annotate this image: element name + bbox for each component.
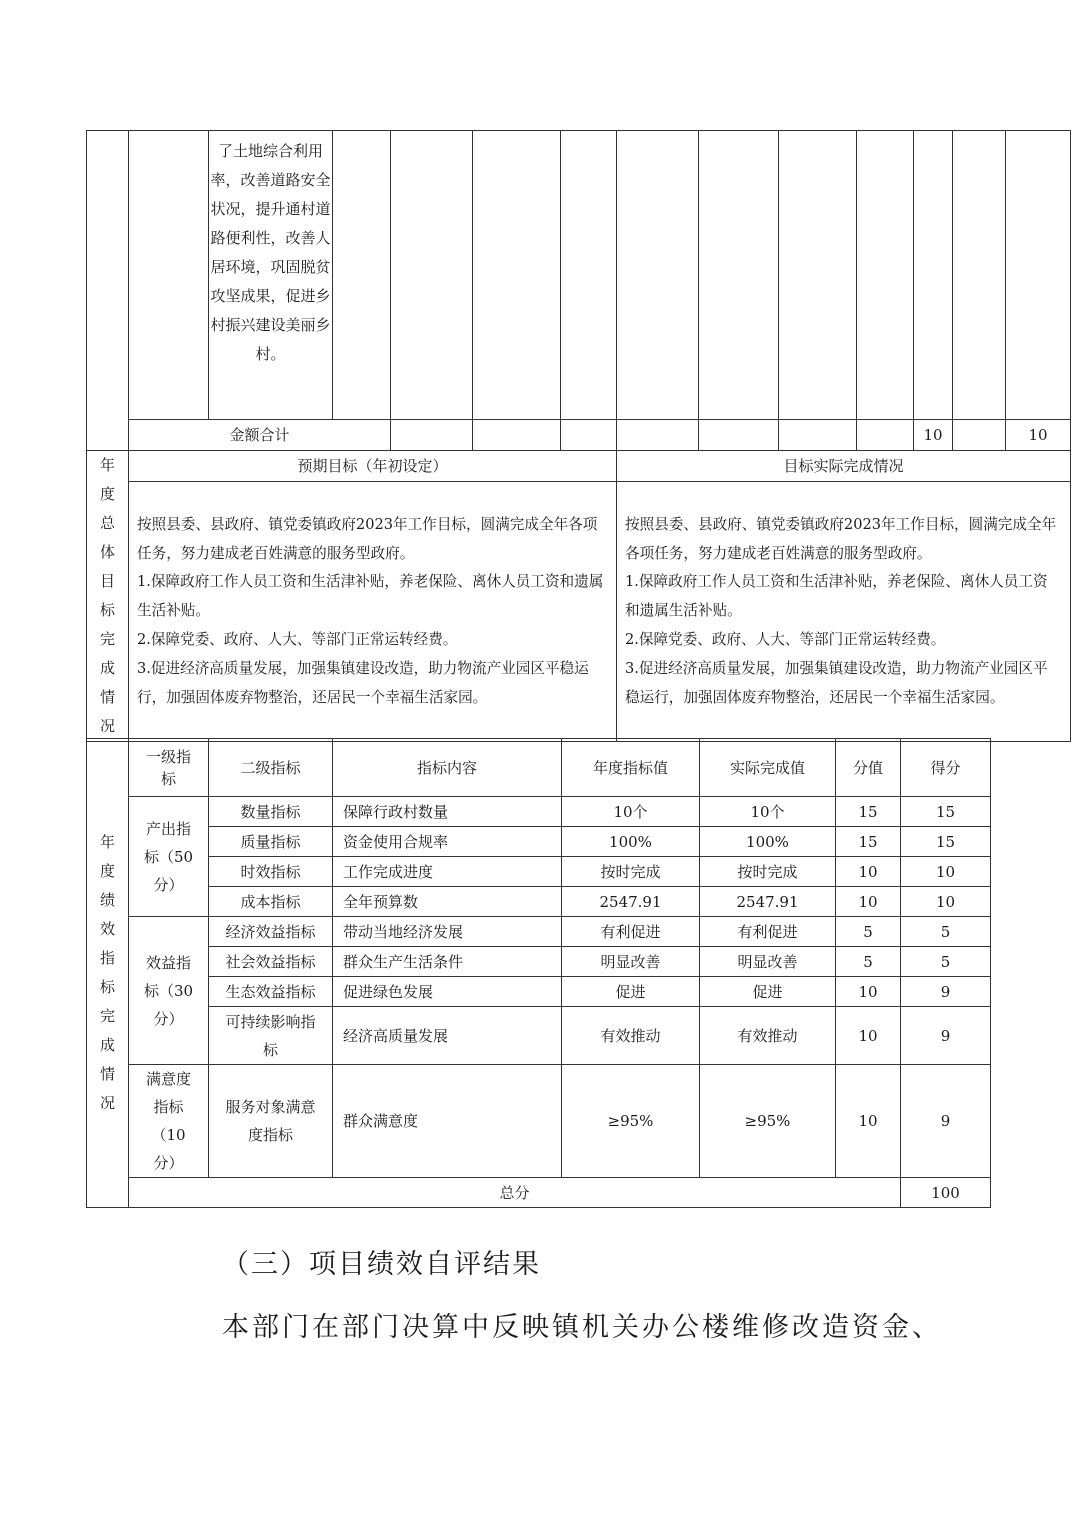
table-row: 可持续影响指标 经济高质量发展 有效推动 有效推动 10 9 xyxy=(87,1007,991,1065)
table-row: 产出指标（50分） 数量指标 保障行政村数量 10个 10个 15 15 xyxy=(87,797,991,827)
amount-total-value: 10 xyxy=(914,420,953,451)
actual-goal-text: 按照县委、县政府、镇党委镇政府2023年工作目标，圆满完成全年各项任务，努力建成老百姓满意的服务型政府。 1.保障政府工作人员工资和生活津补贴，养老保险、离休人员工资和遗属生活补贴。 2.保障党委、政府、人大、等部门正常运转经费。 3.促进经济高质量发展，加强集镇建设改造，助力物流产业园区平稳运行，加强固体废弃物整治，还居民一个幸福生活家园。 xyxy=(617,482,1071,742)
amount-total-value-2: 10 xyxy=(1006,420,1071,451)
header-score: 分值 xyxy=(836,739,901,797)
expected-goal-header: 预期目标（年初设定） xyxy=(129,451,617,482)
group-benefit: 效益指标（30分） xyxy=(129,917,209,1065)
project-description: 了土地综合利用率，改善道路安全状况，提升通村道路便利性，改善人居环境，巩固脱贫攻坚成果，促进乡村振兴建设美丽乡村。 xyxy=(209,131,333,420)
table-row: 时效指标 工作完成进度 按时完成 按时完成 10 10 xyxy=(87,857,991,887)
total-label: 总分 xyxy=(129,1178,901,1208)
blank-label-cell xyxy=(87,131,129,451)
header-actual: 实际完成值 xyxy=(700,739,836,797)
table-row: 社会效益指标 群众生产生活条件 明显改善 明显改善 5 5 xyxy=(87,947,991,977)
total-score: 100 xyxy=(901,1178,991,1208)
header-level1: 一级指标 xyxy=(129,739,209,797)
group-satisfaction: 满意度指标（10分） xyxy=(129,1065,209,1178)
table-row: 效益指标（30分） 经济效益指标 带动当地经济发展 有利促进 有利促进 5 5 xyxy=(87,917,991,947)
table-row: 生态效益指标 促进绿色发展 促进 促进 10 9 xyxy=(87,977,991,1007)
header-level2: 二级指标 xyxy=(209,739,333,797)
project-table xyxy=(86,130,1071,742)
header-target: 年度指标值 xyxy=(562,739,700,797)
total-row xyxy=(87,1178,991,1208)
expected-goal-text: 按照县委、县政府、镇党委镇政府2023年工作目标，圆满完成全年各项任务，努力建成老百姓满意的服务型政府。 1.保障政府工作人员工资和生活津补贴，养老保险、离休人员工资和遗属生活补贴。 2.保障党委、政府、人大、等部门正常运转经费。 3.促进经济高质量发展，加强集镇建设改造，助力物流产业园区平稳运行，加强固体废弃物整治，还居民一个幸福生活家园。 xyxy=(129,482,617,742)
table-row: 成本指标 全年预算数 2547.91 2547.91 10 10 xyxy=(87,887,991,917)
header-content: 指标内容 xyxy=(333,739,562,797)
performance-table xyxy=(86,738,991,1208)
amount-total-label: 金额合计 xyxy=(129,420,391,451)
table-row: 满意度指标（10分） 服务对象满意度指标 群众满意度 ≥95% ≥95% 10 9 xyxy=(87,1065,991,1178)
section-paragraph: 本部门在部门决算中反映镇机关办公楼维修改造资金、 xyxy=(222,1312,942,1343)
table-row: 质量指标 资金使用合规率 100% 100% 15 15 xyxy=(87,827,991,857)
group-output: 产出指标（50分） xyxy=(129,797,209,917)
section-heading: （三）项目绩效自评结果 xyxy=(222,1249,541,1280)
annual-goal-label: 年度总体目标完成情况 xyxy=(87,451,129,742)
performance-row-label: 年度绩效指标完成情况 xyxy=(87,739,129,1208)
actual-goal-header: 目标实际完成情况 xyxy=(617,451,1071,482)
header-got: 得分 xyxy=(901,739,991,797)
